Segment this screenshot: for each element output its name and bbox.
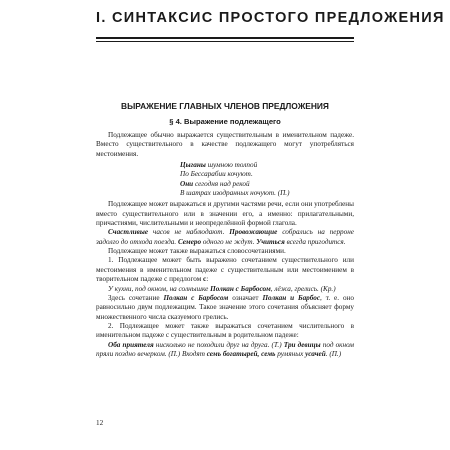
poem-subject-1: Цыганы xyxy=(180,161,206,170)
header-rule-thick xyxy=(96,37,354,39)
poem-subject-2: Они xyxy=(180,179,194,188)
page-number: 12 xyxy=(96,419,104,427)
poem-line-4: В шатрах изодранных ночуют. (П.) xyxy=(180,189,290,198)
paragraph-3: Подлежащее может также выражаться словосочетаниями. xyxy=(108,247,286,256)
paragraph-5: Здесь сочетание Полкан с Барбосом означает Полкан и Барбос, т. е. оно равносильно двум подлежащим. Такое значение этого сочетания объясняет форму множественного числа сказуемого грелись. xyxy=(96,293,354,321)
example-block-3: Оба приятеля нисколько не походили друг на друга. (Т.) Три девицы под окном пряли поздно вечерком. (П.) Входят семь богатырей, семь румяных усачей. (П.) xyxy=(96,340,354,358)
header-rule-thin xyxy=(96,41,354,42)
body-text xyxy=(96,131,354,359)
example-block-2: У кухни, под окном, на солнышке Полкан с Барбосом, лёжа, грелись. (Кр.) xyxy=(108,284,336,293)
running-header: I. СИНТАКСИС ПРОСТОГО ПРЕДЛОЖЕНИЯ xyxy=(96,10,445,26)
poem-line-3: Они сегодня над рекой xyxy=(180,179,250,188)
poem-example xyxy=(180,161,354,198)
paragraph-4: 1. Подлежащее может быть выражено сочетанием существительного или местоимения в именительном падеже с существительным или местоимением в творительном падеже с предлогом с: xyxy=(96,256,354,284)
paragraph-2: Подлежащее может выражаться и другими частями речи, если они употреблены вместо существительного или в значении его, а именно: прилагательными, причастиями, числительными и неопределённой формой глагола. xyxy=(96,200,354,228)
example-block-1: Счастливые часов не наблюдают. Провожающие собрались на перроне задолго до отхода поезда. Семеро одного не ждут. Учиться всегда пригодится. xyxy=(96,228,354,246)
paragraph-6: 2. Подлежащее может также выражаться сочетанием числительного в именительном падеже с существительным в родительном падеже: xyxy=(96,321,354,340)
poem-line-2: По Бессарабии кочуют. xyxy=(180,170,253,179)
poem-line-1: Цыганы шумною толпой xyxy=(180,161,258,170)
paragraph-title: § 4. Выражение подлежащего xyxy=(169,117,281,126)
paragraph-1: Подлежащее обычно выражается существительным в именительном падеже. Вместо существительного в качестве подлежащего могут употребляться местоимения. xyxy=(96,131,354,158)
section-title: ВЫРАЖЕНИЕ ГЛАВНЫХ ЧЛЕНОВ ПРЕДЛОЖЕНИЯ xyxy=(121,101,329,111)
